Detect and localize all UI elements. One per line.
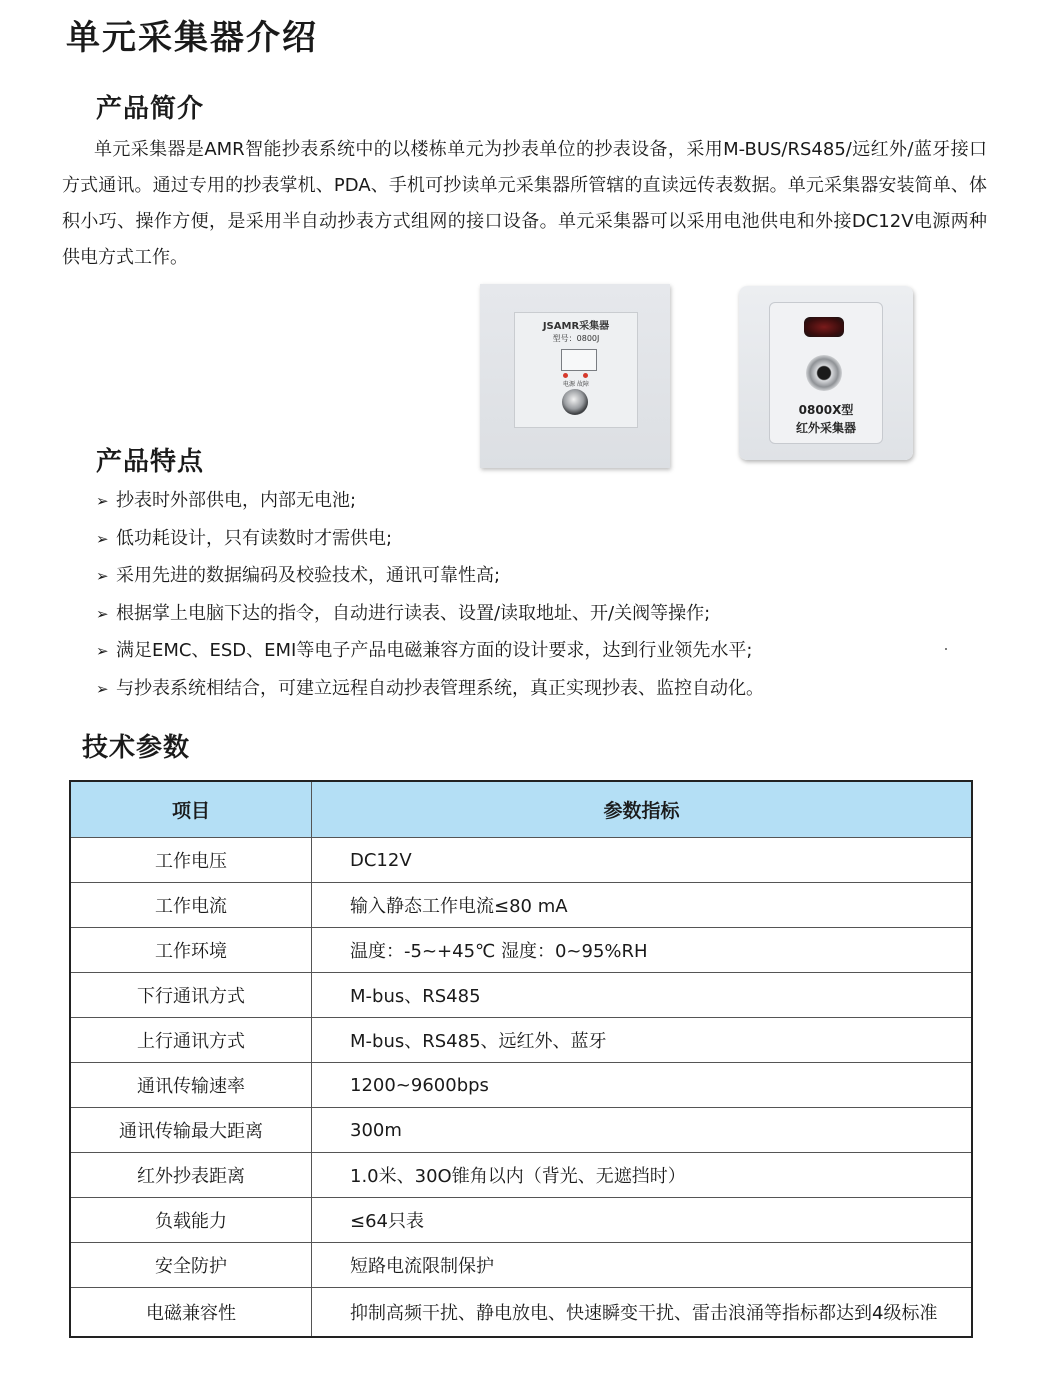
- spec-value: 1200~9600bps: [312, 1063, 973, 1108]
- device-label-model: 0800X型: [798, 403, 854, 417]
- feature-text: 采用先进的数据编码及校验技术，通讯可靠性高;: [116, 565, 501, 586]
- section-heading-intro: 产品简介: [96, 94, 205, 124]
- arrow-bullet-icon: ➢: [96, 604, 109, 623]
- infrared-port-icon: [806, 355, 842, 391]
- feature-item: [96, 595, 764, 633]
- feature-item: [96, 632, 764, 670]
- feature-list: [96, 482, 764, 707]
- section-heading-features: 产品特点: [96, 447, 205, 477]
- spec-name: 下行通讯方式: [70, 973, 312, 1018]
- spec-name: 通讯传输最大距离: [70, 1108, 312, 1153]
- product-image-infrared-collector: [739, 286, 913, 460]
- arrow-bullet-icon: ➢: [96, 679, 109, 698]
- spec-name: 通讯传输速率: [70, 1063, 312, 1108]
- power-led-icon: [563, 373, 568, 378]
- feature-text: 抄表时外部供电，内部无电池;: [116, 490, 357, 511]
- table-row: [70, 1018, 972, 1063]
- spec-value: 300m: [312, 1108, 973, 1153]
- connector-socket-icon: [562, 389, 588, 415]
- spec-value: 输入静态工作电流≤80 mA: [312, 883, 973, 928]
- spec-value: 1.0米、30O锥角以内（背光、无遮挡时）: [312, 1153, 973, 1198]
- spec-name: 上行通讯方式: [70, 1018, 312, 1063]
- table-row: [70, 883, 972, 928]
- spec-value: 温度：-5~+45℃ 湿度：0~95%RH: [312, 928, 973, 973]
- feature-item: [96, 670, 764, 708]
- spec-name: 工作电压: [70, 838, 312, 883]
- spec-name: 电磁兼容性: [70, 1288, 312, 1338]
- section-heading-specs: 技术参数: [82, 733, 191, 763]
- spec-table: [69, 780, 973, 1338]
- product-image-jsamr-collector: [480, 284, 670, 468]
- spec-name: 安全防护: [70, 1243, 312, 1288]
- page-title: 单元采集器介绍: [66, 18, 318, 58]
- spec-name: 负载能力: [70, 1198, 312, 1243]
- device-label-name: 红外采集器: [795, 421, 856, 435]
- spec-name: 红外抄表距离: [70, 1153, 312, 1198]
- spec-name: 工作电流: [70, 883, 312, 928]
- feature-text: 满足EMC、ESD、EMI等电子产品电磁兼容方面的设计要求，达到行业领先水平;: [116, 640, 753, 661]
- column-header-value: 参数指标: [312, 781, 973, 838]
- device-led-labels: 电源 故障: [563, 381, 589, 388]
- table-row: [70, 1288, 972, 1338]
- device-display-window: [561, 349, 597, 371]
- arrow-bullet-icon: ➢: [96, 492, 109, 510]
- spec-value: M-bus、RS485、远红外、蓝牙: [312, 1018, 973, 1063]
- table-row: [70, 1108, 972, 1153]
- infrared-window-icon: [804, 317, 844, 337]
- spec-value: 抑制高频干扰、静电放电、快速瞬变干扰、雷击浪涌等指标都达到4级标准: [312, 1288, 973, 1338]
- table-row: [70, 1198, 972, 1243]
- feature-text: 与抄表系统相结合，可建立远程自动抄表管理系统，真正实现抄表、监控自动化。: [116, 677, 764, 699]
- arrow-bullet-icon: ➢: [96, 642, 109, 660]
- intro-paragraph: 单元采集器是AMR智能抄表系统中的以楼栋单元为抄表单位的抄表设备，采用M-BUS/RS485/远红外/蓝牙接口方式通讯。通过专用的抄表掌机、PDA、手机可抄读单元采集器所管辖的直读远传表数据。单元采集器安装简单、体积小巧、操作方便，是采用半自动抄表方式组网的接口设备。单元采集器可以采用电池供电和外接DC12V电源两种供电方式工作。: [62, 139, 987, 268]
- feature-text: 根据掌上电脑下达的指令，自动进行读表、设置/读取地址、开/关阀等操作;: [116, 602, 711, 624]
- spec-value: ≤64只表: [312, 1198, 973, 1243]
- table-row: [70, 928, 972, 973]
- table-row: [70, 1153, 972, 1198]
- spec-value: 短路电流限制保护: [312, 1243, 973, 1288]
- spec-name: 工作环境: [70, 928, 312, 973]
- device-label-model: 型号：0800J: [552, 334, 600, 343]
- spec-value: DC12V: [312, 838, 973, 883]
- device-label-name: JSAMR采集器: [542, 321, 610, 332]
- arrow-bullet-icon: ➢: [96, 567, 109, 585]
- device-faceplate: [514, 312, 638, 428]
- feature-item: [96, 482, 764, 520]
- table-row: [70, 1063, 972, 1108]
- table-row: [70, 838, 972, 883]
- device-faceplate: [769, 302, 883, 444]
- feature-item: [96, 557, 764, 595]
- feature-text: 低功耗设计，只有读数时才需供电;: [116, 527, 393, 549]
- spec-value: M-bus、RS485: [312, 973, 973, 1018]
- table-row: [70, 1243, 972, 1288]
- arrow-bullet-icon: ➢: [96, 529, 109, 548]
- spec-table-header: [70, 781, 972, 838]
- column-header-item: 项目: [70, 781, 312, 838]
- stray-dot: [945, 648, 947, 650]
- fault-led-icon: [583, 373, 588, 378]
- feature-item: [96, 520, 764, 558]
- table-row: [70, 973, 972, 1018]
